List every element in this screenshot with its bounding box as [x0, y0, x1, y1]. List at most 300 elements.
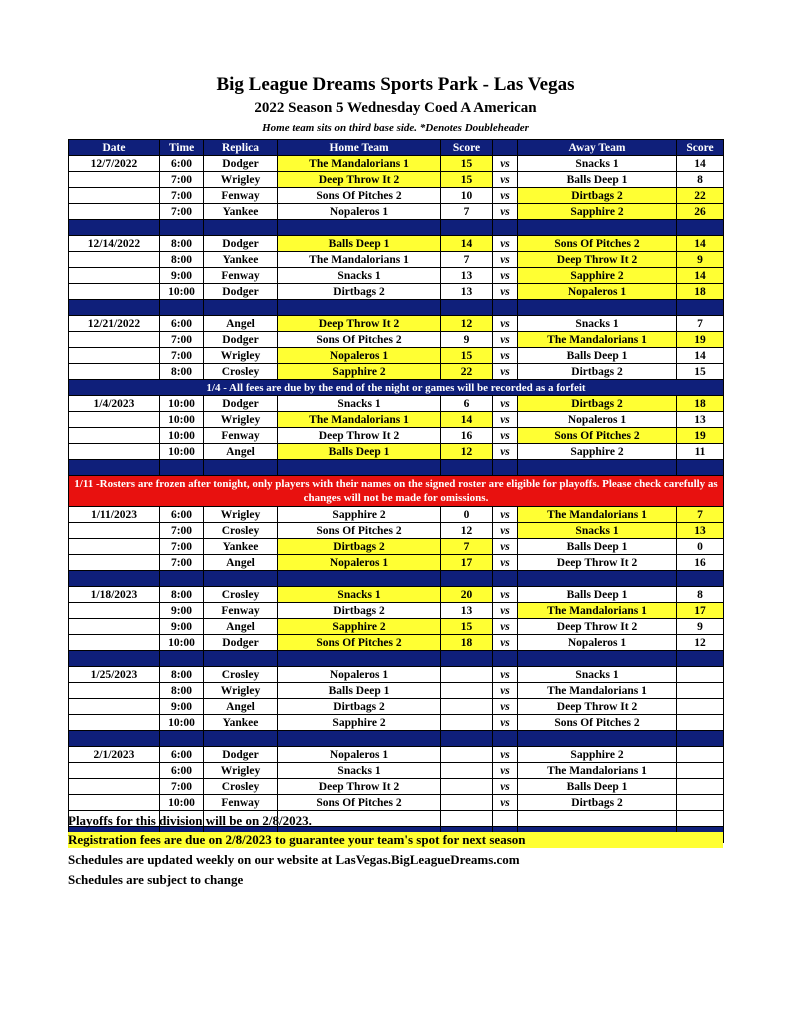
separator-cell: [278, 571, 441, 587]
home-team: The Mandalorians 1: [278, 156, 441, 172]
away-score: 7: [677, 507, 724, 523]
game-replica: Fenway: [204, 603, 278, 619]
game-date: [69, 412, 160, 428]
game-time: 9:00: [160, 603, 204, 619]
week-separator: [69, 300, 724, 316]
away-team: Sons Of Pitches 2: [518, 715, 677, 731]
away-team: Dirtbags 2: [518, 795, 677, 811]
home-team: The Mandalorians 1: [278, 252, 441, 268]
away-score: 14: [677, 236, 724, 252]
away-score: [677, 795, 724, 811]
vs-label: vs: [493, 555, 518, 571]
separator-cell: [160, 731, 204, 747]
game-row: [69, 268, 724, 284]
game-row: [69, 188, 724, 204]
game-row: [69, 284, 724, 300]
separator-cell: [69, 300, 160, 316]
game-date: [69, 364, 160, 380]
header-date: Date: [69, 140, 160, 156]
vs-label: vs: [493, 316, 518, 332]
home-score: 12: [441, 316, 493, 332]
vs-label: vs: [493, 188, 518, 204]
away-team: Dirtbags 2: [518, 364, 677, 380]
game-replica: Angel: [204, 619, 278, 635]
game-replica: Dodger: [204, 156, 278, 172]
game-time: 7:00: [160, 555, 204, 571]
home-score: 6: [441, 396, 493, 412]
home-team: Dirtbags 2: [278, 284, 441, 300]
game-date: 1/18/2023: [69, 587, 160, 603]
game-replica: Angel: [204, 444, 278, 460]
week-separator: [69, 460, 724, 476]
separator-cell: [160, 220, 204, 236]
game-time: 7:00: [160, 332, 204, 348]
home-team: Sapphire 2: [278, 507, 441, 523]
game-row: [69, 539, 724, 555]
away-score: 7: [677, 316, 724, 332]
game-row: [69, 204, 724, 220]
game-row: [69, 428, 724, 444]
separator-cell: [160, 460, 204, 476]
home-team: Sons Of Pitches 2: [278, 635, 441, 651]
separator-cell: [204, 300, 278, 316]
separator-cell: [69, 220, 160, 236]
game-date: 1/4/2023: [69, 396, 160, 412]
home-team: Balls Deep 1: [278, 236, 441, 252]
game-replica: Dodger: [204, 284, 278, 300]
separator-cell: [204, 460, 278, 476]
game-time: 8:00: [160, 364, 204, 380]
separator-cell: [677, 220, 724, 236]
home-score: [441, 667, 493, 683]
game-replica: Yankee: [204, 204, 278, 220]
game-time: 10:00: [160, 795, 204, 811]
vs-label: vs: [493, 747, 518, 763]
game-time: 6:00: [160, 763, 204, 779]
home-score: 13: [441, 268, 493, 284]
game-replica: Fenway: [204, 795, 278, 811]
vs-label: vs: [493, 795, 518, 811]
away-score: 18: [677, 396, 724, 412]
separator-cell: [677, 300, 724, 316]
game-date: [69, 619, 160, 635]
game-replica: Angel: [204, 699, 278, 715]
header-away-team: Away Team: [518, 140, 677, 156]
game-date: 12/14/2022: [69, 236, 160, 252]
away-score: 13: [677, 523, 724, 539]
separator-cell: [69, 731, 160, 747]
game-time: 9:00: [160, 699, 204, 715]
separator-cell: [493, 460, 518, 476]
schedule-table: [68, 139, 724, 843]
home-team: Sons Of Pitches 2: [278, 188, 441, 204]
separator-cell: [677, 651, 724, 667]
playoffs-note: Playoffs for this division will be on 2/8/2023.: [68, 813, 312, 828]
separator-cell: [204, 731, 278, 747]
separator-cell: [493, 300, 518, 316]
blank-cell: [518, 811, 677, 827]
away-score: 0: [677, 539, 724, 555]
game-time: 8:00: [160, 252, 204, 268]
blank-cell: [441, 811, 493, 827]
game-replica: Dodger: [204, 635, 278, 651]
game-row: [69, 747, 724, 763]
game-date: 2/1/2023: [69, 747, 160, 763]
game-replica: Dodger: [204, 236, 278, 252]
separator-cell: [677, 731, 724, 747]
game-row: [69, 699, 724, 715]
away-score: 9: [677, 619, 724, 635]
game-time: 8:00: [160, 683, 204, 699]
game-time: 7:00: [160, 204, 204, 220]
game-replica: Wrigley: [204, 172, 278, 188]
header-vs: [493, 140, 518, 156]
away-score: 26: [677, 204, 724, 220]
away-score: 17: [677, 603, 724, 619]
vs-label: vs: [493, 619, 518, 635]
home-score: 7: [441, 252, 493, 268]
home-team: Nopaleros 1: [278, 348, 441, 364]
vs-label: vs: [493, 715, 518, 731]
vs-label: vs: [493, 156, 518, 172]
vs-label: vs: [493, 539, 518, 555]
home-team-note: Home team sits on third base side. *Denotes Doubleheader: [262, 122, 529, 134]
game-date: [69, 204, 160, 220]
away-team: Sapphire 2: [518, 747, 677, 763]
game-time: 6:00: [160, 156, 204, 172]
home-score: 13: [441, 284, 493, 300]
game-date: 12/7/2022: [69, 156, 160, 172]
game-time: 7:00: [160, 188, 204, 204]
away-score: 14: [677, 348, 724, 364]
home-score: [441, 683, 493, 699]
separator-cell: [518, 460, 677, 476]
away-team: Dirtbags 2: [518, 188, 677, 204]
game-date: [69, 795, 160, 811]
game-row: [69, 763, 724, 779]
home-score: 14: [441, 412, 493, 428]
separator-cell: [278, 731, 441, 747]
game-replica: Wrigley: [204, 507, 278, 523]
game-time: 7:00: [160, 523, 204, 539]
game-time: 8:00: [160, 587, 204, 603]
game-time: 9:00: [160, 619, 204, 635]
header-home-team: Home Team: [278, 140, 441, 156]
home-score: 20: [441, 587, 493, 603]
game-date: [69, 444, 160, 460]
game-row: [69, 396, 724, 412]
separator-cell: [441, 651, 493, 667]
header-replica: Replica: [204, 140, 278, 156]
header-time: Time: [160, 140, 204, 156]
away-team: The Mandalorians 1: [518, 603, 677, 619]
home-team: Sapphire 2: [278, 715, 441, 731]
schedule-body: [69, 156, 724, 843]
home-score: [441, 763, 493, 779]
game-row: [69, 316, 724, 332]
away-team: Nopaleros 1: [518, 284, 677, 300]
home-score: 18: [441, 635, 493, 651]
away-team: Nopaleros 1: [518, 412, 677, 428]
game-row: [69, 156, 724, 172]
home-team: Snacks 1: [278, 268, 441, 284]
vs-label: vs: [493, 236, 518, 252]
game-row: [69, 635, 724, 651]
game-time: 9:00: [160, 268, 204, 284]
home-score: 10: [441, 188, 493, 204]
game-date: [69, 268, 160, 284]
game-row: [69, 667, 724, 683]
game-row: [69, 364, 724, 380]
separator-cell: [204, 571, 278, 587]
game-replica: Dodger: [204, 747, 278, 763]
game-replica: Yankee: [204, 252, 278, 268]
vs-label: vs: [493, 396, 518, 412]
home-team: Balls Deep 1: [278, 444, 441, 460]
game-replica: Fenway: [204, 268, 278, 284]
away-score: 19: [677, 332, 724, 348]
away-score: 9: [677, 252, 724, 268]
game-date: [69, 172, 160, 188]
away-team: Snacks 1: [518, 316, 677, 332]
away-score: 8: [677, 172, 724, 188]
game-row: [69, 236, 724, 252]
game-row: [69, 332, 724, 348]
game-date: [69, 539, 160, 555]
vs-label: vs: [493, 428, 518, 444]
blank-cell: [677, 811, 724, 827]
away-score: 14: [677, 268, 724, 284]
fees-notice-row: [69, 380, 724, 396]
away-score: 18: [677, 284, 724, 300]
game-date: [69, 603, 160, 619]
home-team: Deep Throw It 2: [278, 428, 441, 444]
game-replica: Dodger: [204, 396, 278, 412]
home-score: 15: [441, 156, 493, 172]
home-team: The Mandalorians 1: [278, 412, 441, 428]
game-time: 7:00: [160, 348, 204, 364]
game-replica: Wrigley: [204, 763, 278, 779]
game-row: [69, 555, 724, 571]
game-replica: Wrigley: [204, 412, 278, 428]
game-time: 10:00: [160, 444, 204, 460]
game-date: [69, 699, 160, 715]
separator-cell: [69, 651, 160, 667]
game-date: [69, 523, 160, 539]
home-score: 15: [441, 172, 493, 188]
home-score: [441, 715, 493, 731]
home-score: [441, 795, 493, 811]
game-time: 10:00: [160, 715, 204, 731]
home-team: Dirtbags 2: [278, 539, 441, 555]
game-replica: Angel: [204, 555, 278, 571]
registration-note: Registration fees are due on 2/8/2023 to guarantee your team's spot for next season: [68, 832, 723, 848]
home-team: Sons Of Pitches 2: [278, 523, 441, 539]
away-score: 15: [677, 364, 724, 380]
fees-notice: 1/4 - All fees are due by the end of the night or games will be recorded as a forfeit: [69, 380, 724, 396]
away-team: Balls Deep 1: [518, 348, 677, 364]
home-team: Sapphire 2: [278, 619, 441, 635]
vs-label: vs: [493, 699, 518, 715]
away-team: The Mandalorians 1: [518, 763, 677, 779]
game-row: [69, 683, 724, 699]
game-time: 6:00: [160, 747, 204, 763]
away-team: The Mandalorians 1: [518, 683, 677, 699]
separator-cell: [441, 300, 493, 316]
away-team: Deep Throw It 2: [518, 699, 677, 715]
vs-label: vs: [493, 779, 518, 795]
home-team: Nopaleros 1: [278, 747, 441, 763]
game-date: 12/21/2022: [69, 316, 160, 332]
game-date: [69, 555, 160, 571]
home-team: Sapphire 2: [278, 364, 441, 380]
away-team: Sapphire 2: [518, 444, 677, 460]
away-team: Balls Deep 1: [518, 172, 677, 188]
separator-cell: [518, 731, 677, 747]
game-replica: Wrigley: [204, 348, 278, 364]
separator-cell: [518, 220, 677, 236]
home-score: 15: [441, 348, 493, 364]
game-time: 8:00: [160, 667, 204, 683]
game-date: 1/11/2023: [69, 507, 160, 523]
game-row: [69, 348, 724, 364]
away-team: Dirtbags 2: [518, 396, 677, 412]
game-row: [69, 779, 724, 795]
vs-label: vs: [493, 204, 518, 220]
home-score: 17: [441, 555, 493, 571]
away-score: 14: [677, 156, 724, 172]
vs-label: vs: [493, 635, 518, 651]
away-score: [677, 747, 724, 763]
game-time: 6:00: [160, 316, 204, 332]
game-replica: Yankee: [204, 715, 278, 731]
away-score: 12: [677, 635, 724, 651]
game-date: [69, 348, 160, 364]
game-row: [69, 587, 724, 603]
game-row: [69, 507, 724, 523]
separator-cell: [278, 460, 441, 476]
game-time: 7:00: [160, 539, 204, 555]
away-team: Sons Of Pitches 2: [518, 236, 677, 252]
game-replica: Crosley: [204, 779, 278, 795]
separator-cell: [204, 651, 278, 667]
home-team: Snacks 1: [278, 587, 441, 603]
game-row: [69, 795, 724, 811]
game-row: [69, 619, 724, 635]
vs-label: vs: [493, 683, 518, 699]
home-score: 14: [441, 236, 493, 252]
week-separator: [69, 571, 724, 587]
game-time: 10:00: [160, 284, 204, 300]
game-time: 10:00: [160, 412, 204, 428]
game-row: [69, 172, 724, 188]
separator-cell: [441, 460, 493, 476]
away-score: [677, 667, 724, 683]
game-date: [69, 635, 160, 651]
separator-cell: [278, 220, 441, 236]
vs-label: vs: [493, 332, 518, 348]
vs-label: vs: [493, 348, 518, 364]
separator-cell: [441, 571, 493, 587]
home-team: Nopaleros 1: [278, 667, 441, 683]
separator-cell: [518, 300, 677, 316]
home-score: 0: [441, 507, 493, 523]
vs-label: vs: [493, 412, 518, 428]
home-score: [441, 779, 493, 795]
game-replica: Crosley: [204, 587, 278, 603]
away-score: [677, 763, 724, 779]
separator-cell: [69, 571, 160, 587]
vs-label: vs: [493, 268, 518, 284]
separator-cell: [441, 220, 493, 236]
home-team: Balls Deep 1: [278, 683, 441, 699]
game-replica: Angel: [204, 316, 278, 332]
home-team: Nopaleros 1: [278, 204, 441, 220]
home-team: Dirtbags 2: [278, 603, 441, 619]
game-replica: Crosley: [204, 364, 278, 380]
website-note: Schedules are updated weekly on our website at LasVegas.BigLeagueDreams.com: [68, 852, 520, 867]
away-score: 22: [677, 188, 724, 204]
home-team: Nopaleros 1: [278, 555, 441, 571]
home-team: Deep Throw It 2: [278, 316, 441, 332]
game-row: [69, 603, 724, 619]
vs-label: vs: [493, 284, 518, 300]
separator-cell: [69, 460, 160, 476]
home-team: Snacks 1: [278, 396, 441, 412]
subject-to-change-note: Schedules are subject to change: [68, 872, 244, 887]
separator-cell: [278, 651, 441, 667]
home-score: 12: [441, 444, 493, 460]
vs-label: vs: [493, 252, 518, 268]
game-date: [69, 332, 160, 348]
game-date: [69, 428, 160, 444]
roster-alert-row: [69, 476, 724, 507]
vs-label: vs: [493, 172, 518, 188]
game-replica: Fenway: [204, 428, 278, 444]
game-date: [69, 763, 160, 779]
header-away-score: Score: [677, 140, 724, 156]
game-row: [69, 252, 724, 268]
home-team: Deep Throw It 2: [278, 172, 441, 188]
separator-cell: [493, 571, 518, 587]
separator-cell: [518, 651, 677, 667]
home-team: Sons Of Pitches 2: [278, 332, 441, 348]
page-subtitle: 2022 Season 5 Wednesday Coed A American: [254, 100, 537, 116]
game-row: [69, 715, 724, 731]
game-date: [69, 252, 160, 268]
header-home-score: Score: [441, 140, 493, 156]
home-score: [441, 699, 493, 715]
home-score: [441, 747, 493, 763]
week-separator: [69, 731, 724, 747]
away-team: Nopaleros 1: [518, 635, 677, 651]
home-score: 13: [441, 603, 493, 619]
away-score: 19: [677, 428, 724, 444]
blank-cell: [493, 811, 518, 827]
away-team: The Mandalorians 1: [518, 507, 677, 523]
away-score: [677, 715, 724, 731]
separator-cell: [160, 300, 204, 316]
separator-cell: [160, 651, 204, 667]
away-team: Sapphire 2: [518, 268, 677, 284]
away-team: Deep Throw It 2: [518, 252, 677, 268]
game-replica: Wrigley: [204, 683, 278, 699]
home-score: 7: [441, 204, 493, 220]
game-date: [69, 284, 160, 300]
vs-label: vs: [493, 763, 518, 779]
away-score: 13: [677, 412, 724, 428]
separator-cell: [493, 651, 518, 667]
